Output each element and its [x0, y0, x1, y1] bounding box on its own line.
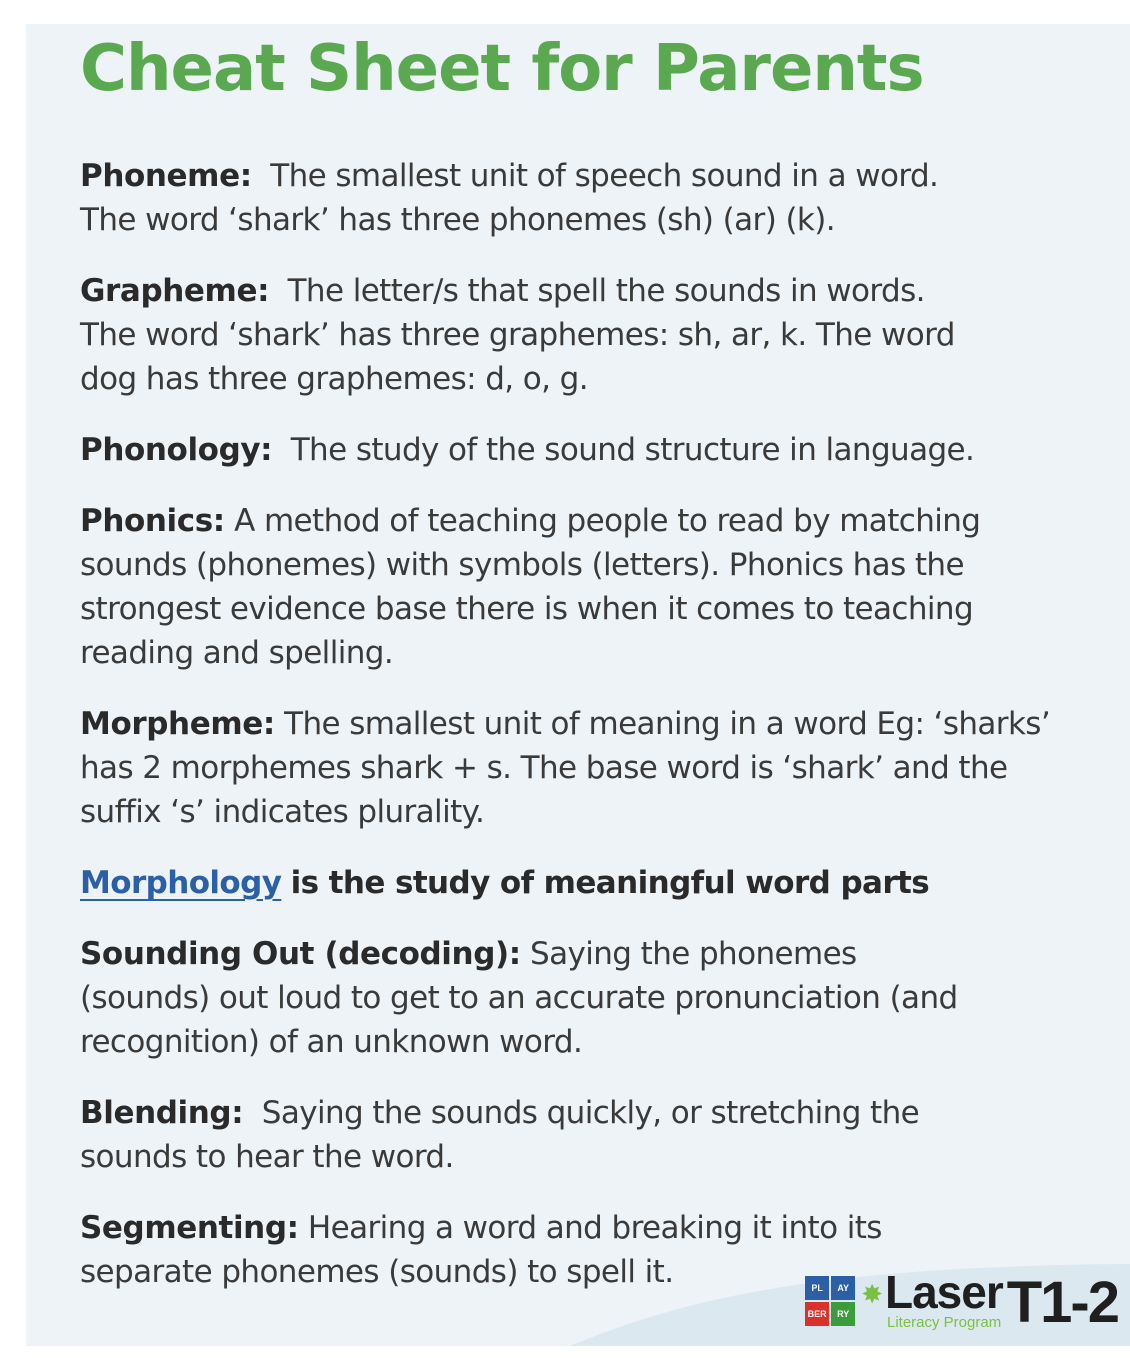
definition: The study of the sound structure in language.	[290, 432, 975, 468]
entry-morphology	[80, 861, 1120, 905]
definition: Saying the phonemes	[530, 936, 857, 972]
term: Phonics:	[80, 503, 225, 539]
definitions-list	[80, 154, 1120, 1321]
definition: is the study of meaningful word parts	[290, 865, 930, 901]
definition-line: reading and spelling.	[80, 635, 394, 671]
definition-line: has 2 morphemes shark + s. The base word is ‘shark’ and the	[80, 750, 1008, 786]
term: Sounding Out (decoding):	[80, 936, 521, 972]
laser-logo	[805, 1266, 1118, 1335]
cheat-sheet	[26, 24, 1130, 1346]
definition-line: separate phonemes (sounds) to spell it.	[80, 1254, 674, 1290]
definition-line: sounds to hear the word.	[80, 1139, 454, 1175]
entry-phoneme	[80, 154, 1120, 242]
definition-line: suffix ‘s’ indicates plurality.	[80, 794, 485, 830]
logo-name: Laser	[884, 1266, 1003, 1318]
logo-tile: RY	[831, 1302, 855, 1326]
logo-level: T1-2	[1006, 1270, 1118, 1335]
definition: The letter/s that spell the sounds in words.	[287, 273, 925, 309]
term: Phoneme:	[80, 158, 252, 194]
logo-tile: AY	[831, 1276, 855, 1300]
laser-wordmark	[884, 1266, 1003, 1332]
definition-line: dog has three graphemes: d, o, g.	[80, 361, 589, 397]
definition-line: strongest evidence base there is when it comes to teaching	[80, 591, 974, 627]
playberry-tiles-icon	[805, 1276, 855, 1326]
term: Morpheme:	[80, 706, 275, 742]
definition: Saying the sounds quickly, or stretching the	[261, 1095, 920, 1131]
definition: Hearing a word and breaking it into its	[307, 1210, 882, 1246]
entry-sounding-out	[80, 932, 1120, 1064]
entry-grapheme	[80, 269, 1120, 401]
definition-line: The word ‘shark’ has three graphemes: sh, ar, k. The word	[80, 317, 955, 353]
morphology-link[interactable]: Morphology	[80, 865, 282, 901]
entry-blending	[80, 1091, 1120, 1179]
definition-line: recognition) of an unknown word.	[80, 1024, 583, 1060]
entry-phonics	[80, 499, 1120, 675]
definition-line: sounds (phonemes) with symbols (letters). Phonics has the	[80, 547, 964, 583]
definition-line: The word ‘shark’ has three phonemes (sh) (ar) (k).	[80, 202, 836, 238]
term: Phonology:	[80, 432, 273, 468]
term: Blending:	[80, 1095, 244, 1131]
logo-tile: BER	[805, 1302, 829, 1326]
logo-subtitle: Literacy Program	[886, 1314, 1002, 1331]
definition: The smallest unit of meaning in a word Eg: ‘sharks’	[284, 706, 1051, 742]
term: Grapheme:	[80, 273, 270, 309]
page-title: Cheat Sheet for Parents	[80, 32, 924, 106]
definition: A method of teaching people to read by matching	[234, 503, 981, 539]
term: Segmenting:	[80, 1210, 299, 1246]
definition-line: (sounds) out loud to get to an accurate pronunciation (and	[80, 980, 958, 1016]
entry-morpheme	[80, 702, 1120, 834]
logo-tile: PL	[805, 1276, 829, 1300]
star-burst-icon: ✸	[861, 1280, 883, 1310]
definition: The smallest unit of speech sound in a word.	[270, 158, 939, 194]
entry-phonology	[80, 428, 1120, 472]
